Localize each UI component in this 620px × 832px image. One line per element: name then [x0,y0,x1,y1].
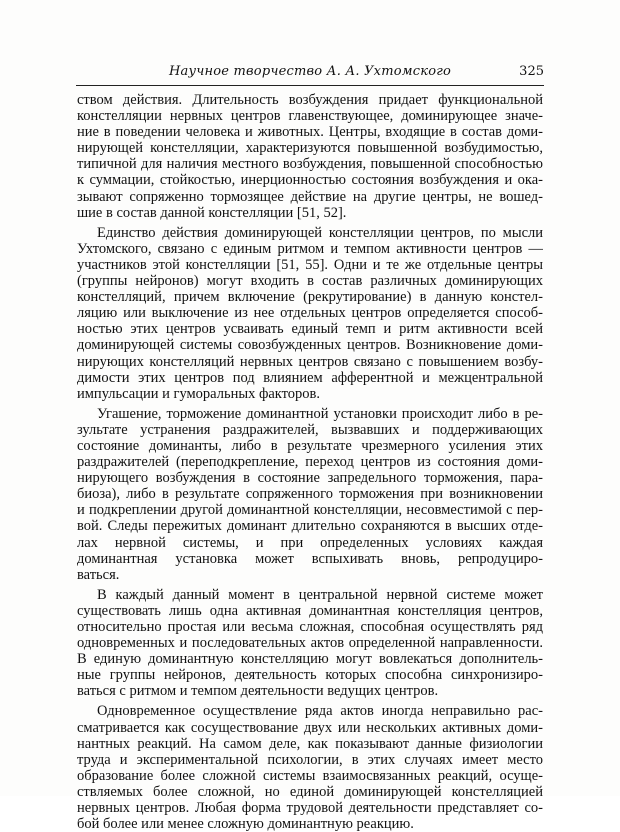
paragraph [77,225,543,402]
text-line: ствляемых более сложной, но единой доминирующей констелляцией [77,783,543,800]
text-line: констелляции нервных центров главенствующее, доминирующее значе- [77,108,543,125]
text-line: нантных реакций. На самом деле, как показывают данные физиологии [77,735,543,752]
paragraph [77,587,543,700]
text-line: Единство действия доминирующей констелляции центров, по мысли [97,224,543,241]
text-line: ние в поведении человека и животных. Центры, входящие в состав доми- [77,124,543,141]
text-line: участников этой констелляции [51, 55]. Одни и те же отдельные центры [77,256,543,273]
text-line: доминирующей системы совозбужденных центров. Возникновение доми- [77,337,543,354]
text-line: типичной для наличия местного возбуждения, повышенной способностью [77,156,543,173]
text-line: В единую доминантную констелляцию могут вовлекаться дополнитель- [77,651,543,668]
text-line: биоза), либо в результате сопряженного торможения при возникновении [77,486,543,503]
text-line: вой. Следы пережитых доминант длительно сохраняются в высших отде- [77,518,543,535]
text-line: Угашение, торможение доминантной установки происходит либо в ре- [97,405,543,422]
text-line: существовать лишь одна активная доминантная констелляция центров, [77,602,543,619]
text-line: образование более сложной системы взаимосвязанных реакций, осуще- [77,767,543,784]
text-line: ные группы нейронов, деятельность которых способна синхронизиро- [77,667,543,684]
text-line: относительно простая или весьма сложная, способная осуществлять ряд [77,619,543,635]
text-line: бой более или менее сложную доминантную реакцию. [77,816,414,832]
text-line: состояние доминанты, либо в результате чрезмерного усиления этих [77,437,543,454]
page-header [76,64,544,86]
text-line: димости этих центров под влиянием афферентной и межцентральной [77,369,543,386]
text-line: доминантная установка может вспыхивать вновь, репродуциро- [77,550,543,567]
text-line: зультате устранения раздражителей, вызвавших и поддерживающих [77,421,543,438]
text-line: лах нервной системы, и при определенных условиях каждая [77,534,543,551]
text-line: Одновременное осуществление ряда актов иногда неправильно рас- [97,703,543,720]
paragraph [77,703,543,832]
page-number: 325 [519,64,544,79]
text-line: В каждый данный момент в центральной нервной системе может [97,586,543,603]
text-line: ваться. [77,566,120,583]
text-line: зывают сопряженно тормозящее действие на другие центры, не вошед- [77,188,543,205]
text-line: сматривается как сосуществование двух или нескольких активных доми- [77,719,543,736]
body-text [77,92,543,832]
text-line: Ухтомского, связано с единым ритмом и темпом активности центров — [77,240,543,257]
header-rule [76,85,544,86]
text-line: ваться с ритмом и темпом деятельности ведущих центров. [77,683,439,700]
paragraph [77,92,543,221]
text-line: констелляций, причем включение (рекрутирование) в данную констел- [77,289,543,306]
text-line: нирующей констелляции, характеризуются повышенной возбудимостью, [77,140,543,157]
running-title: Научное творчество А. А. Ухтомского [168,64,452,79]
text-line: ляцию или выключение из нее отдельных центров определяется способ- [77,305,543,322]
text-line: нервных центров. Любая форма трудовой деятельности представляет со- [77,800,543,817]
text-line: одновременных и последовательных актов определенной направленности. [77,635,543,652]
text-line: импульсации и гуморальных факторов. [77,385,321,402]
text-line: раздражителей (переподкрепление, переход центров из состояния доми- [77,454,543,471]
text-line: к суммации, стойкостью, инерционностью состояния возбуждения и ока- [77,172,543,189]
text-line: (группы нейронов) могут входить в состав различных доминирующих [77,273,543,290]
text-line: нирующих констелляций нервных центров связано с повышением возбу- [77,353,543,370]
text-line: шие в состав данной констелляции [51, 52]. [77,204,347,221]
text-line: и подкреплении другой доминантной констелляции, несовместимой с пер- [77,502,543,519]
text-line: ством действия. Длительность возбуждения придает функциональной [77,92,543,108]
text-line: нирующего возбуждения в состояние запредельного торможения, пара- [77,470,543,487]
paragraph [77,406,543,583]
text-line: ностью этих центров усваивать единый темп и ритм активности всей [77,321,543,338]
text-line: труда и экспериментальной психологии, в этих случаях имеет место [77,751,543,768]
